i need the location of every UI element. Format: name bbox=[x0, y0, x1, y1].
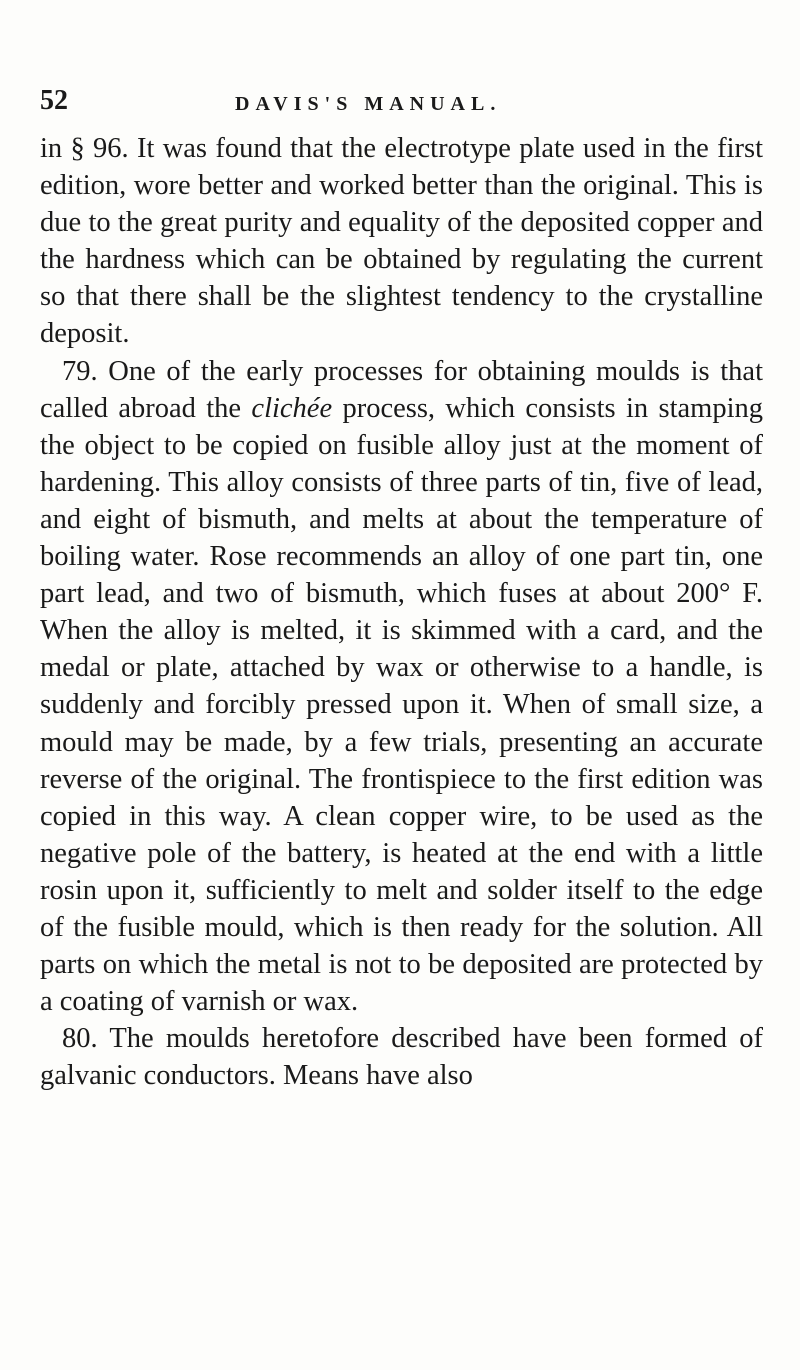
running-head bbox=[40, 86, 770, 122]
paragraph-continuation: in § 96. It was found that the electrotype plate used in the first edition, wore better and worked better than the original. This is due to the great purity and equality of the deposited copper and the hardness which can be obtained by regulating the current so that there shall be the slightest tendency to the crystalline deposit. bbox=[40, 133, 763, 350]
body-text bbox=[40, 130, 763, 1094]
running-title: DAVIS'S MANUAL. bbox=[235, 93, 502, 115]
paragraph-79-text-end: process, which consists in stamping the object to be copied on fusible alloy just at the moment of hardening. This alloy consists of three parts of tin, five of lead, and eight of bismuth, and melts at about the temperature of boiling water. Rose recommends an alloy of one part tin, one part lead, and two of bismuth, which fuses at about 200° F. When the alloy is melted, it is skimmed with a card, and the medal or plate, attached by wax or otherwise to a handle, is suddenly and forcibly pressed upon it. When of small size, a mould may be made, by a few trials, presenting an accurate reverse of the original. The frontispiece to the first edition was copied in this way. A clean copper wire, to be used as the negative pole of the battery, is heated at the end with a little rosin upon it, sufficiently to melt and solder itself to the edge of the fusible mould, which is then ready for the solution. All parts on which the metal is not to be deposited are protected by a coating of varnish or wax. bbox=[40, 392, 763, 1018]
paragraph-79-text-start: 79. One of the early processes for obtaining moulds is that called abroad the bbox=[40, 355, 763, 424]
paragraph-79 bbox=[40, 353, 763, 1021]
clichee-term: clichée bbox=[251, 392, 333, 424]
paragraph-80: 80. The moulds heretofore described have been formed of galvanic conductors. Means have also bbox=[40, 1023, 763, 1092]
page-number: 52 bbox=[40, 85, 68, 116]
